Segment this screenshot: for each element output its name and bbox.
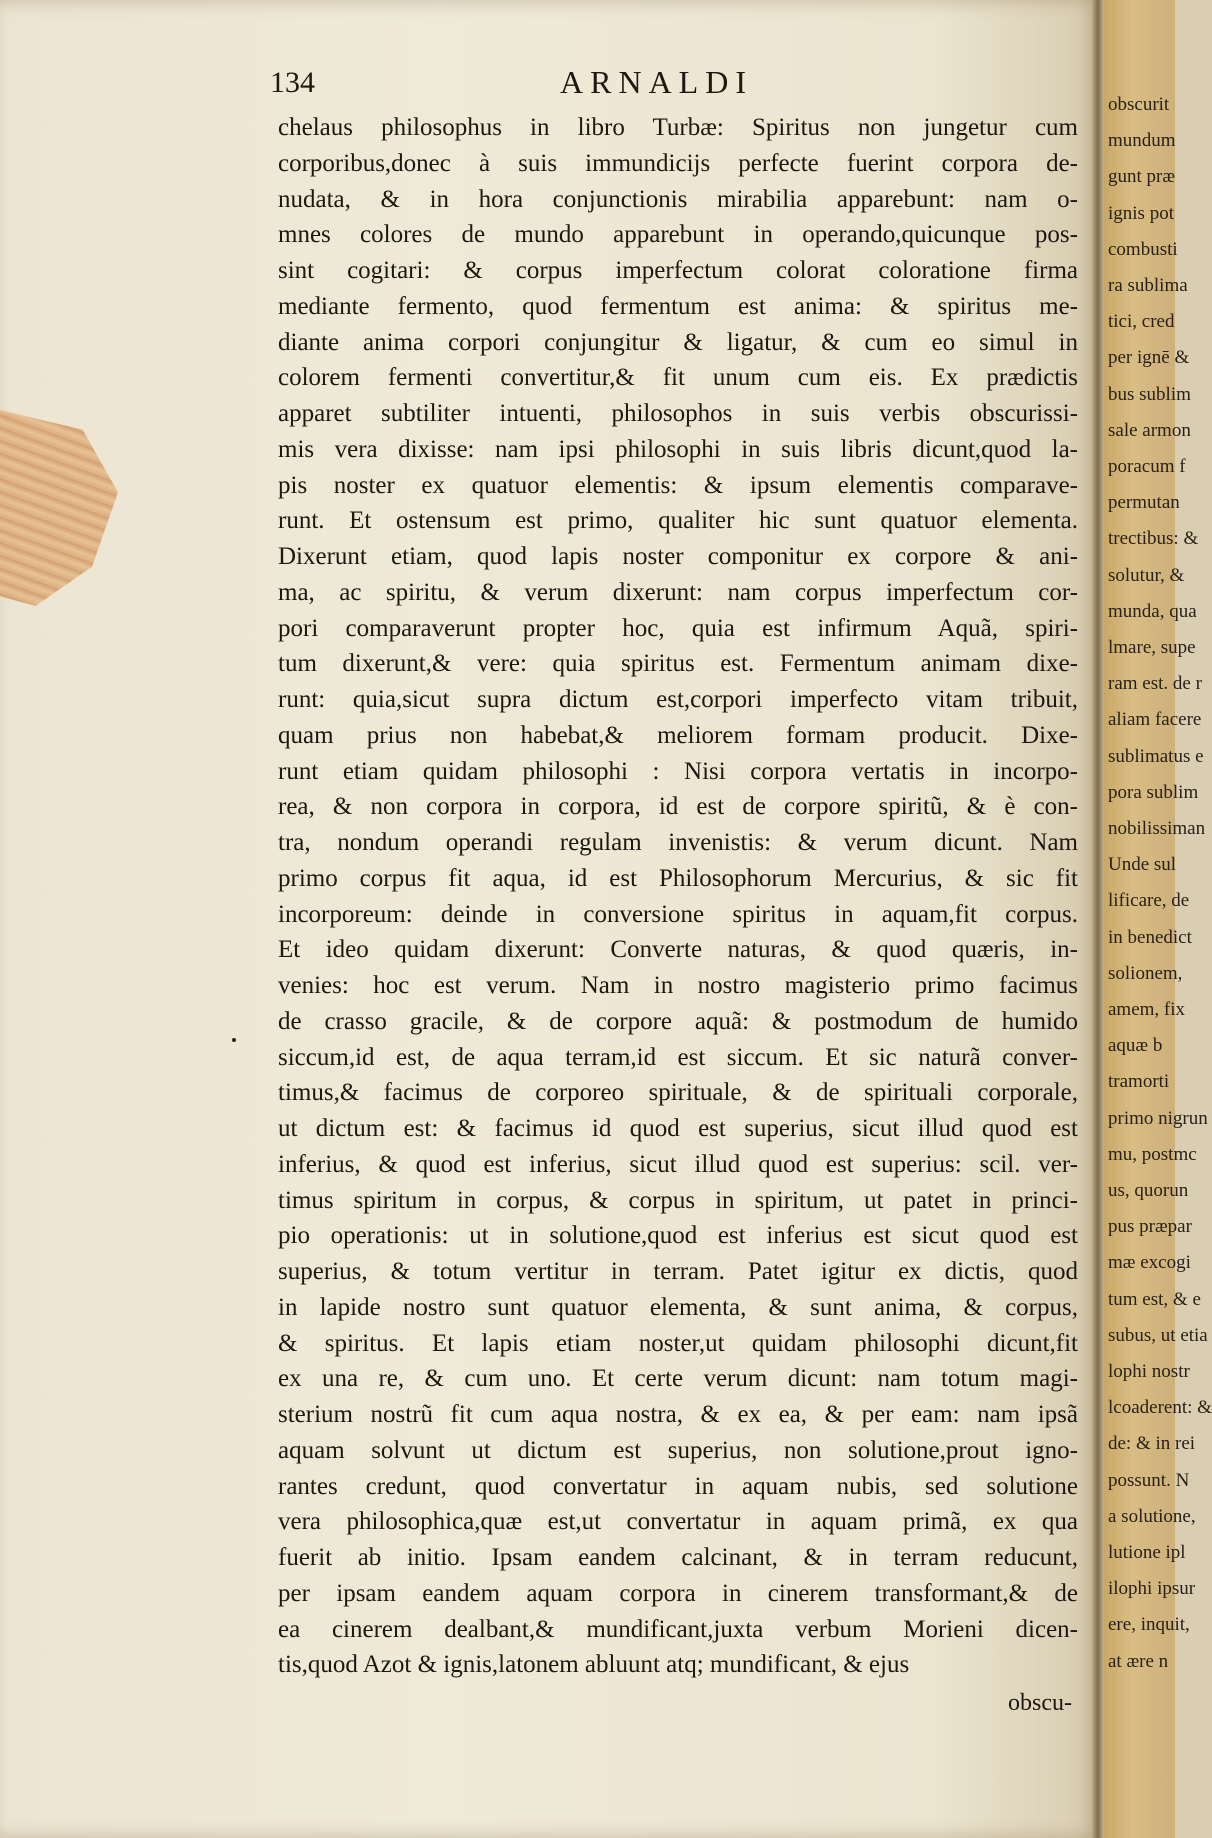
facing-page-line: tum est, & e [1108, 1288, 1201, 1310]
facing-page-edge [1104, 0, 1212, 1838]
text-line: venies: hoc est verum. Nam in nostro magisterio primo facimus [278, 972, 1078, 999]
facing-page-line: lcoaderent: & [1108, 1397, 1212, 1419]
text-line: nudata, & in hora conjunctionis mirabilia apparebunt: nam o- [278, 185, 1078, 213]
body-text [278, 110, 1078, 1683]
facing-page-line: tramorti [1108, 1071, 1170, 1093]
facing-page-line: solutur, & [1108, 564, 1185, 586]
text-line: tum dixerunt,& vere: quia spiritus est. Fermentum animam dixe- [278, 650, 1078, 678]
text-line: ut dictum est: & facimus id quod est superius, sicut illud quod est [278, 1115, 1078, 1142]
text-line: diante anima corpori conjungitur & ligatur, & cum eo simul in [278, 328, 1078, 356]
text-line: mnes colores de mundo apparebunt in operando,quicunque pos- [278, 221, 1078, 249]
facing-page-line: a solutione, [1108, 1505, 1196, 1527]
book-gutter [1092, 0, 1104, 1838]
facing-page-line: aliam facere [1108, 709, 1202, 731]
margin-ink-dot [232, 1038, 236, 1042]
text-line: primo corpus fit aqua, id est Philosophorum Mercurius, & sic fit [278, 864, 1078, 892]
facing-page-line: mu, postmc [1108, 1143, 1197, 1165]
text-line: aquam solvunt ut dictum est superius, non solutione,prout igno- [278, 1436, 1078, 1464]
facing-page-line: pora sublim [1108, 781, 1199, 803]
facing-page-line: obscurit [1108, 94, 1170, 115]
text-line: tis,quod Azot & ignis,latonem abluunt atq; mundificant, & ejus [278, 1651, 910, 1679]
text-line: runt. Et ostensum est primo, qualiter hic sunt quatuor elementa. [278, 507, 1078, 535]
text-line: chelaus philosophus in libro Turbæ: Spiritus non jungetur cum [278, 114, 1078, 141]
text-line: runt etiam quidam philosophi : Nisi corpora vertatis in incorpo- [278, 757, 1078, 785]
text-line: pio operationis: ut in solutione,quod est inferius est sicut quod est [278, 1222, 1078, 1250]
facing-page-line: sublimatus e [1108, 745, 1204, 767]
facing-page-line: poracum f [1108, 456, 1186, 477]
text-line: Et ideo quidam dixerunt: Converte naturas, & quod quæris, in- [278, 936, 1078, 964]
facing-page-line: possunt. N [1108, 1469, 1190, 1491]
running-head: ARNALDI [560, 64, 753, 100]
text-line: rea, & non corpora in corpora, id est de corpore spiritũ, & è con- [278, 793, 1078, 821]
facing-page-line: primo nigrun [1108, 1107, 1208, 1129]
facing-page-line: pus præpar [1108, 1216, 1192, 1238]
text-line: siccum,id est, de aqua terram,id est siccum. Et sic naturã conver- [278, 1043, 1078, 1071]
facing-page-line: amem, fix [1108, 999, 1186, 1020]
facing-page-line: lutione ipl [1108, 1542, 1186, 1563]
facing-page-line: mundum [1108, 130, 1176, 152]
text-line: inferius, & quod est inferius, sicut illud quod est superius: scil. ver- [278, 1150, 1078, 1178]
text-line: Dixerunt etiam, quod lapis noster componitur ex corpore & ani- [278, 543, 1078, 570]
facing-page-line: bus sublim [1108, 383, 1191, 405]
text-line: fuerit ab initio. Ipsam eandem calcinant, & in terram reducunt, [278, 1544, 1078, 1571]
text-line: sint cogitari: & corpus imperfectum colorat coloratione firma [278, 257, 1078, 284]
facing-page-line: aquæ b [1108, 1035, 1163, 1057]
facing-page-line: mæ excogi [1108, 1252, 1191, 1274]
text-line: tra, nondum operandi regulam invenistis: & verum dicunt. Nam [278, 829, 1078, 856]
text-line: timus,& facimus de corporeo spirituale, & de spirituali corporale, [278, 1079, 1078, 1107]
facing-page-line: tici, cred [1108, 311, 1175, 333]
text-line: incorporeum: deinde in conversione spiritus in aquam,fit corpus. [278, 900, 1078, 928]
text-line: vera philosophica,quæ est,ut convertatur in aquam primã, ex qua [278, 1508, 1078, 1536]
facing-page-line: nobilissiman [1108, 818, 1206, 839]
facing-page-line: ignis pot [1108, 202, 1174, 224]
text-line: per ipsam eandem aquam corpora in cinerem transformant,& de [278, 1579, 1078, 1607]
facing-page-line: lificare, de [1108, 890, 1190, 912]
text-line: rantes credunt, quod convertatur in aquam nubis, sed solutione [278, 1472, 1078, 1500]
facing-page-line: solionem, [1108, 962, 1183, 984]
text-line: quam prius non habebat,& meliorem formam producit. Dixe- [278, 721, 1078, 749]
facing-page-line: per ignē & [1108, 347, 1190, 369]
text-line: pori comparaverunt propter hoc, quia est infirmum Aquã, spiri- [278, 614, 1078, 642]
text-line: de crasso gracile, & de corpore aquã: & postmodum de humido [278, 1007, 1078, 1035]
facing-page-line: at ære n [1108, 1650, 1169, 1672]
wooden-stick-shadow [0, 410, 118, 606]
text-line: runt: quia,sicut supra dictum est,corpori imperfecto vitam tribuit, [278, 686, 1078, 713]
text-line: sterium nostrũ fit cum aqua nostra, & ex ea, & per eam: nam ipsã [278, 1401, 1078, 1428]
text-line: pis noster ex quatuor elementis: & ipsum elementis comparave- [278, 471, 1078, 499]
facing-page-line: gunt præ [1108, 166, 1176, 188]
text-line: ex una re, & cum uno. Et certe verum dicunt: nam totum magi- [278, 1365, 1078, 1393]
facing-page-line: lophi nostr [1108, 1361, 1190, 1382]
text-line: superius, & totum vertitur in terram. Patet igitur ex dictis, quod [278, 1258, 1078, 1285]
text-line: colorem fermenti convertitur,& fit unum cum eis. Ex prædictis [278, 364, 1078, 392]
text-line: corporibus,donec à suis immundicijs perfecte fuerint corpora de- [278, 149, 1078, 177]
facing-page-line: Unde sul [1108, 854, 1177, 876]
text-line: apparet subtiliter intuenti, philosophos in suis verbis obscurissi- [278, 400, 1078, 427]
facing-page-line: in benedict [1108, 926, 1192, 948]
facing-page-line: ilophi ipsur [1108, 1578, 1196, 1600]
facing-page-line: ere, inquit, [1108, 1614, 1190, 1636]
facing-page-line: sale armon [1108, 419, 1191, 441]
text-line: ma, ac spiritu, & verum dixerunt: nam corpus imperfectum cor- [278, 578, 1078, 606]
text-line: mis vera dixisse: nam ipsi philosophi in suis libris dicunt,quod la- [278, 435, 1078, 463]
facing-page-line: us, quorun [1108, 1180, 1189, 1201]
text-line: mediante fermento, quod fermentum est anima: & spiritus me- [278, 292, 1078, 320]
facing-page-line: ram est. de r [1108, 673, 1202, 695]
page-number: 134 [270, 66, 315, 99]
facing-page-line: de: & in rei [1108, 1433, 1196, 1455]
facing-page-line: munda, qua [1108, 600, 1197, 622]
facing-page-line: combusti [1108, 238, 1178, 260]
page-header [270, 66, 1070, 102]
catchword: obscu- [1008, 1690, 1072, 1716]
facing-page-line: lmare, supe [1108, 637, 1196, 658]
text-line: & spiritus. Et lapis etiam noster,ut quidam philosophi dicunt,fit [278, 1329, 1078, 1357]
facing-page-line: trectibus: & [1108, 528, 1199, 550]
text-line: in lapide nostro sunt quatuor elementa, & sunt anima, & corpus, [278, 1293, 1078, 1321]
text-line: ea cinerem dealbant,& mundificant,juxta verbum Morieni dicen- [278, 1615, 1078, 1643]
facing-page-line: subus, ut etia [1108, 1324, 1208, 1346]
facing-page-line: permutan [1108, 492, 1180, 514]
facing-page-line: ra sublima [1108, 275, 1188, 296]
text-line: timus spiritum in corpus, & corpus in spiritum, ut patet in princi- [278, 1186, 1078, 1214]
